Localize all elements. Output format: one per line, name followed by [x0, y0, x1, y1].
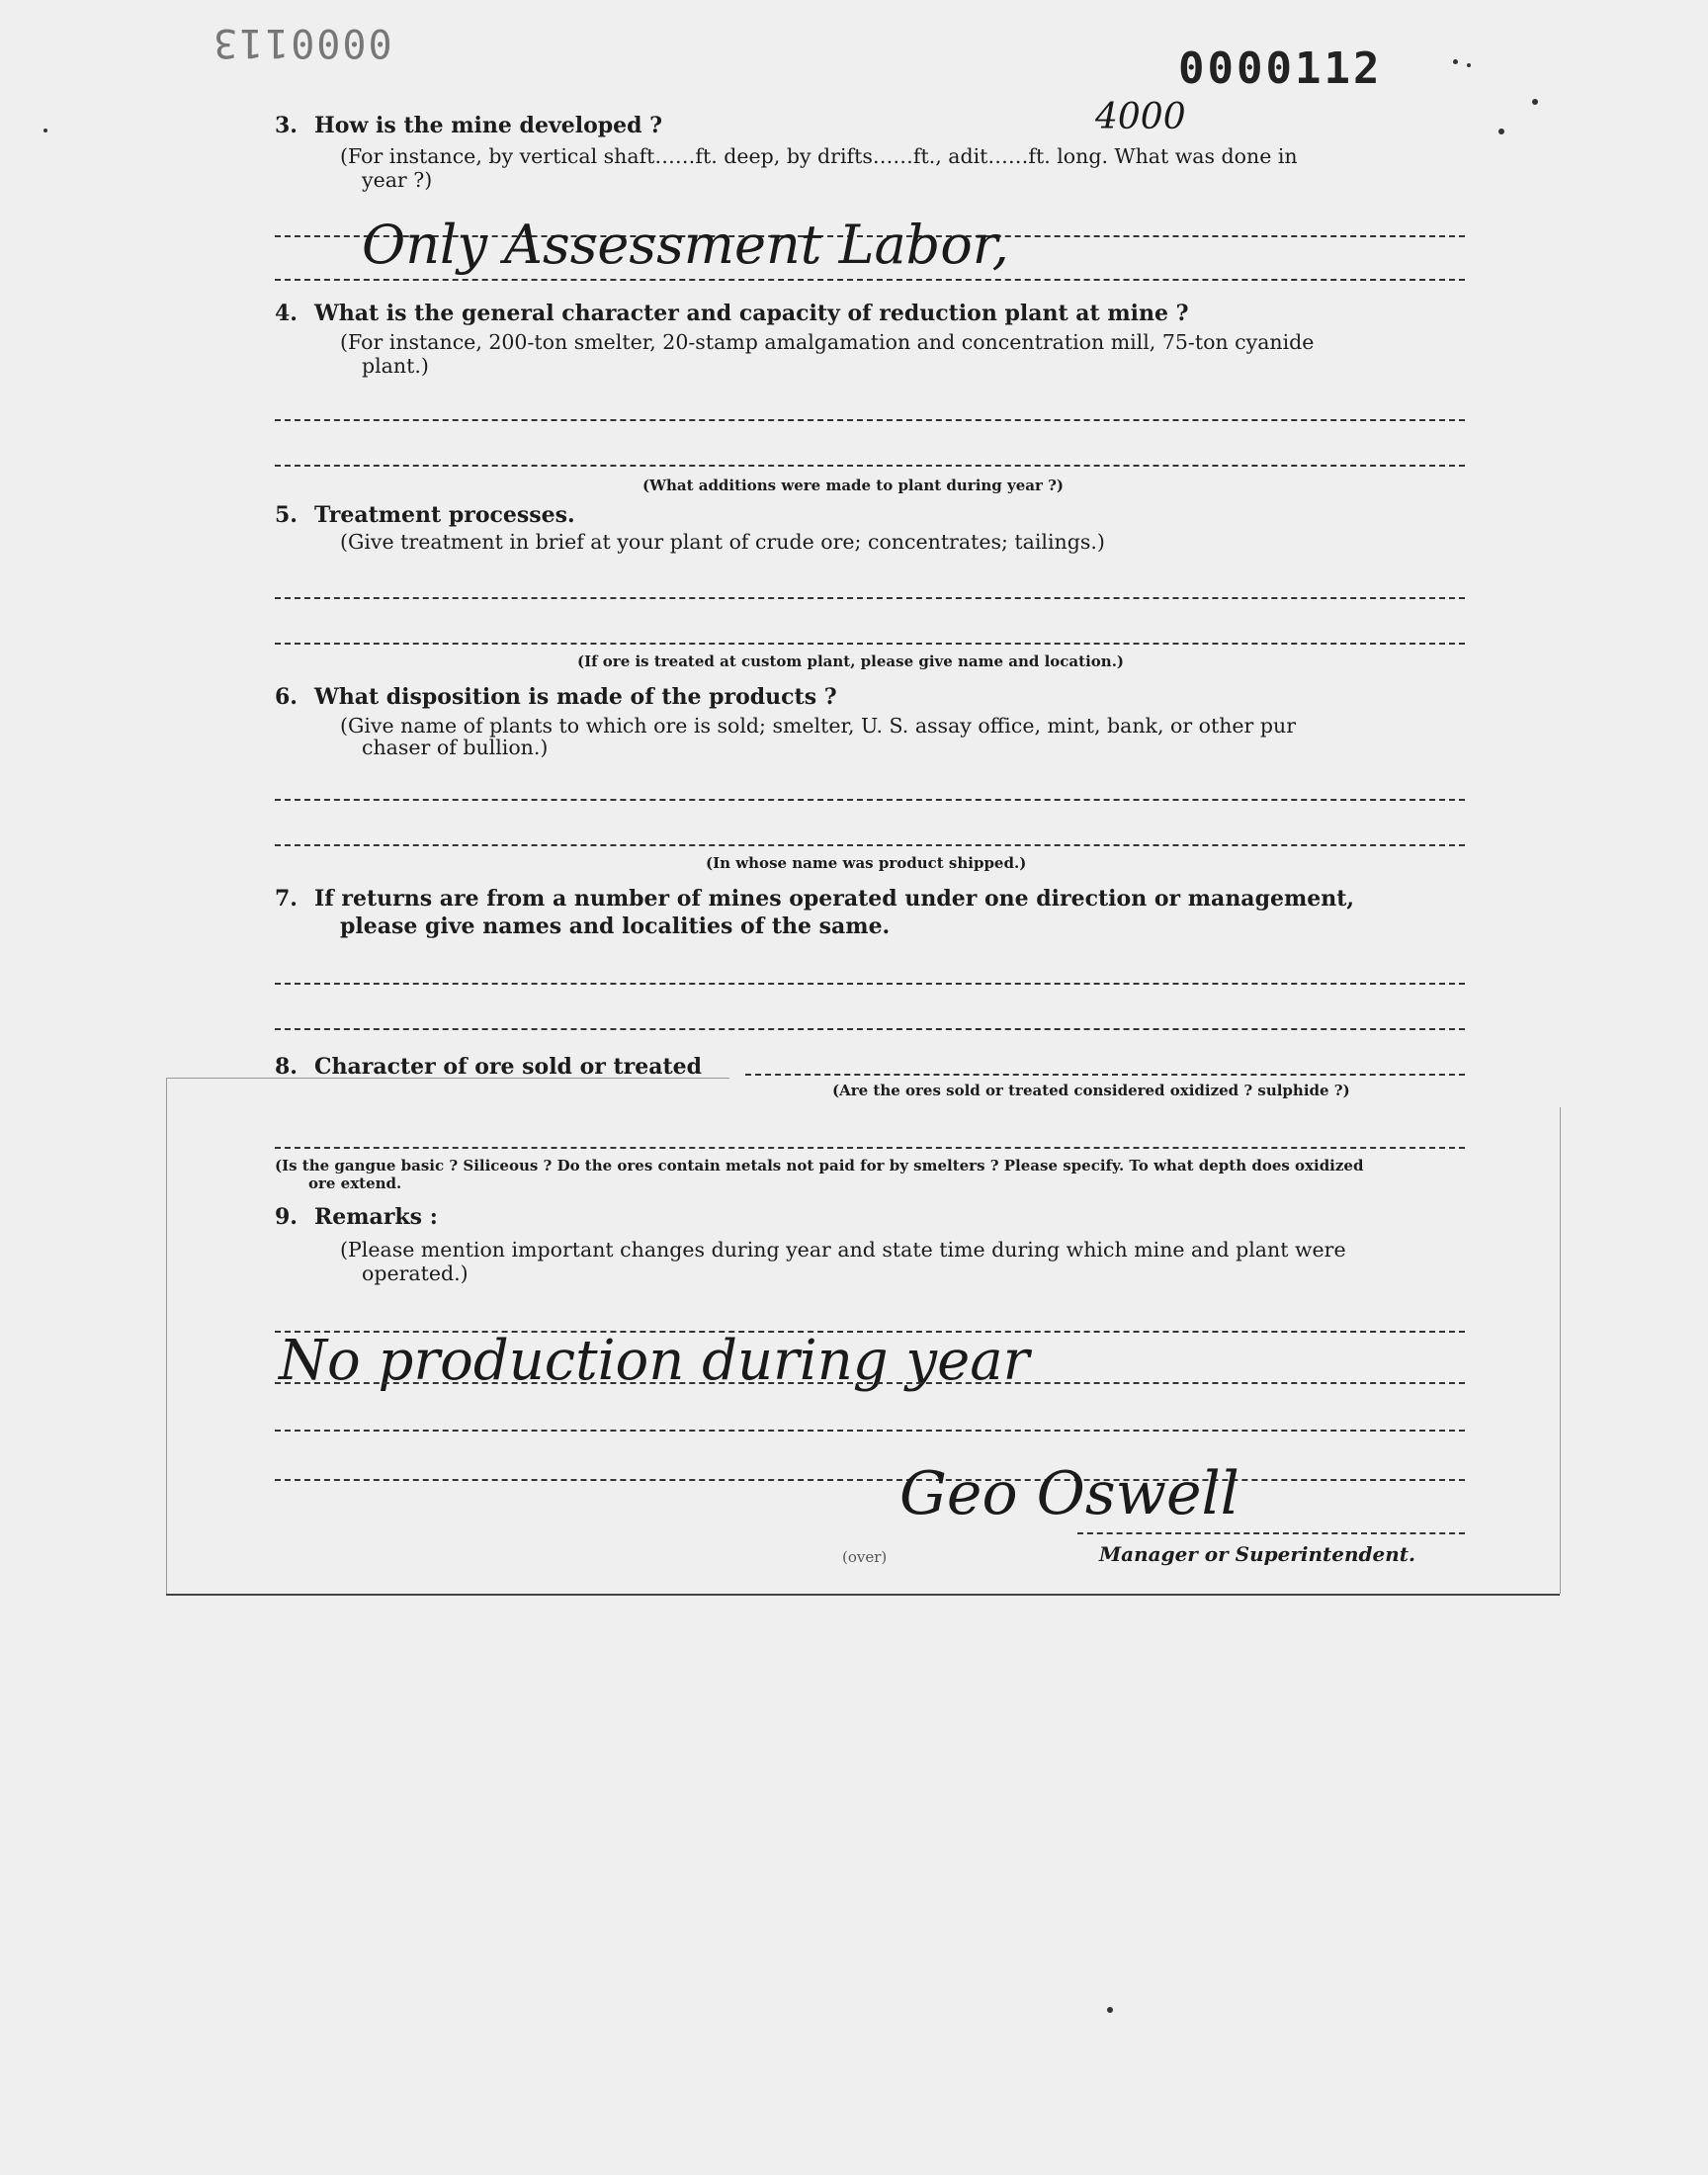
question-5-title — [275, 502, 575, 528]
answer-line — [275, 844, 1465, 846]
question-8-title — [275, 1054, 702, 1080]
question-number: 6. — [275, 684, 298, 710]
scan-speck — [1532, 99, 1538, 105]
answer-line — [275, 1147, 1465, 1149]
question-3-note-line-2: year ?) — [362, 168, 433, 192]
question-8-sub-note-2-line-1: (Is the gangue basic ? Siliceous ? Do the ores contain metals not paid for by smelters ? Please specify. To what depth does oxidized — [275, 1157, 1364, 1174]
answer-line — [275, 1028, 1465, 1030]
answer-line — [275, 465, 1465, 467]
answer-line — [275, 419, 1465, 421]
answer-line — [275, 643, 1465, 645]
serial-number-top-right: 0000112 — [1178, 44, 1383, 94]
handwritten-remark: No production during year — [279, 1329, 1030, 1393]
question-text: Remarks : — [314, 1204, 438, 1230]
question-9-title — [275, 1204, 438, 1230]
question-4-note-line-1: (For instance, 200-ton smelter, 20-stamp amalgamation and concentration mill, 75-ton cyanide — [340, 330, 1315, 354]
question-number: 5. — [275, 502, 298, 528]
frame-line — [166, 1078, 167, 1594]
scan-speck — [1107, 2007, 1113, 2013]
answer-line — [275, 279, 1465, 281]
question-9-note-line-1: (Please mention important changes during year and state time during which mine and plant were — [340, 1238, 1346, 1262]
question-text: Treatment processes. — [314, 502, 575, 528]
answer-line — [745, 1074, 1465, 1076]
signature-label: Manager or Superintendent. — [1099, 1542, 1415, 1566]
question-3-title — [275, 113, 662, 138]
question-8-sub-note-2-line-2: ore extend. — [308, 1174, 402, 1192]
question-text: What is the general character and capacity of reduction plant at mine ? — [314, 301, 1189, 326]
serial-number-top-left: 0000113 — [212, 20, 392, 65]
question-number: 8. — [275, 1054, 298, 1080]
scan-speck — [43, 129, 47, 132]
question-7-title-line-2: please give names and localities of the same. — [340, 914, 891, 939]
question-4-note-line-2: plant.) — [362, 354, 429, 378]
answer-line — [275, 1479, 1465, 1481]
answer-line — [275, 597, 1465, 599]
question-9-note-line-2: operated.) — [362, 1262, 469, 1285]
question-text: How is the mine developed ? — [314, 113, 663, 138]
answer-line — [275, 1382, 1465, 1384]
frame-line — [1560, 1107, 1561, 1594]
manager-signature: Geo Oswell — [899, 1459, 1239, 1528]
question-8-sub-note-1: (Are the ores sold or treated considered oxidized ? sulphide ?) — [832, 1082, 1350, 1099]
answer-line — [275, 799, 1465, 801]
question-number: 7. — [275, 886, 298, 912]
question-5-sub-note: (If ore is treated at custom plant, please give name and location.) — [577, 652, 1125, 670]
question-6-sub-note: (In whose name was product shipped.) — [706, 854, 1027, 872]
scan-speck — [1453, 59, 1458, 64]
answer-line — [275, 983, 1465, 985]
question-7-title — [275, 886, 1354, 912]
over-note: (over) — [842, 1548, 888, 1566]
question-5-note-line-1: (Give treatment in brief at your plant of crude ore; concentrates; tailings.) — [340, 530, 1105, 554]
scan-speck — [1498, 129, 1504, 134]
question-text: What disposition is made of the products ? — [314, 684, 837, 710]
signature-line — [1077, 1532, 1465, 1534]
question-6-note-line-2: chaser of bullion.) — [362, 736, 549, 759]
question-6-title — [275, 684, 837, 710]
question-3-note-line-1: (For instance, by vertical shaft……ft. deep, by drifts……ft., adit……ft. long. What was done in — [340, 144, 1298, 168]
question-number: 9. — [275, 1204, 298, 1230]
answer-line — [275, 1430, 1465, 1432]
question-number: 4. — [275, 301, 298, 326]
handwritten-answer-q3: Only Assessment Labor, — [362, 214, 1009, 276]
question-number: 3. — [275, 113, 298, 138]
scan-speck — [1467, 63, 1471, 67]
question-6-note-line-1: (Give name of plants to which ore is sold; smelter, U. S. assay office, mint, bank, or other pur — [340, 714, 1296, 738]
handwritten-adit-length: 4000 — [1095, 97, 1186, 137]
question-text: If returns are from a number of mines operated under one direction or management, — [314, 886, 1355, 912]
question-4-title — [275, 301, 1189, 326]
frame-line — [166, 1594, 1560, 1596]
question-4-sub-note: (What additions were made to plant during year ?) — [642, 477, 1065, 494]
question-text: Character of ore sold or treated — [314, 1054, 703, 1080]
